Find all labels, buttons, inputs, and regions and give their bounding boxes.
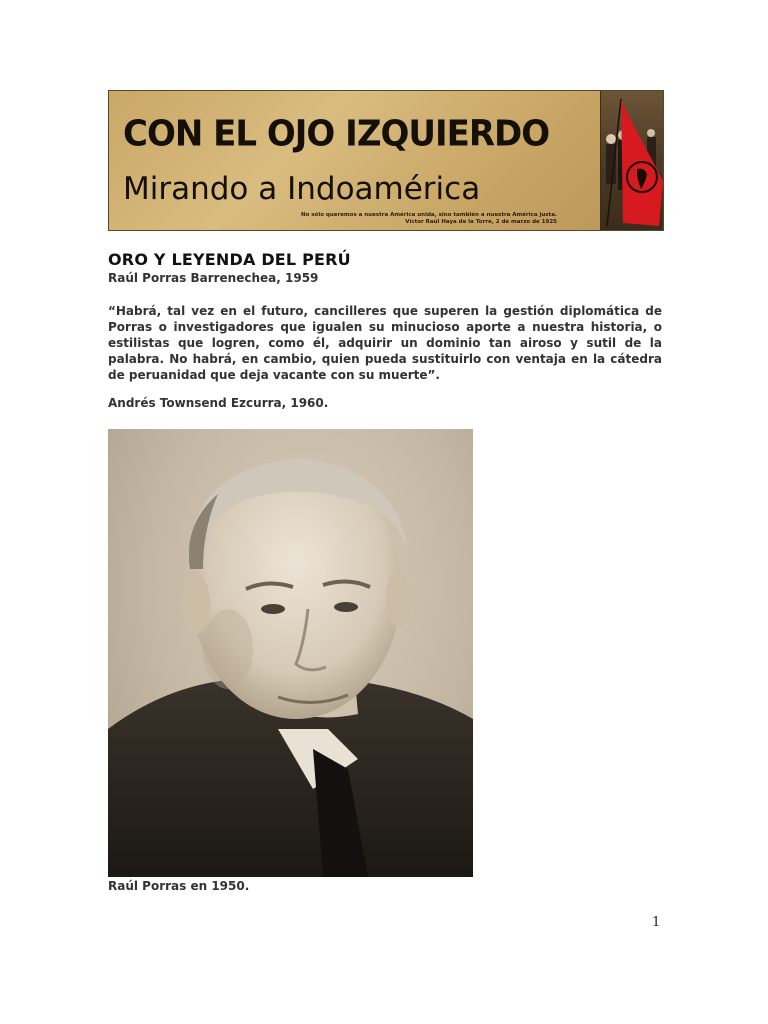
portrait-photo xyxy=(108,429,473,877)
banner-caption-line-1: No sólo queremos a nuestra América unida, sino también a nuestra América justa. xyxy=(300,212,557,218)
portrait-illustration xyxy=(108,429,473,877)
header-banner xyxy=(108,90,664,231)
document-subtitle: Raúl Porras Barrenechea, 1959 xyxy=(108,271,319,285)
banner-subtitle: Mirando a Indoamérica xyxy=(123,171,481,207)
page-number: 1 xyxy=(652,915,661,930)
red-flag-icon xyxy=(601,91,663,230)
photo-caption: Raúl Porras en 1950. xyxy=(108,879,250,893)
banner-crowd-photo xyxy=(600,91,663,230)
banner-caption xyxy=(269,212,557,226)
quote-attribution: Andrés Townsend Ezcurra, 1960. xyxy=(108,396,329,410)
banner-title: CON EL OJO IZQUIERDO xyxy=(123,113,550,155)
quote-paragraph: “Habrá, tal vez en el futuro, cancilleres que superen la gestión diplomática de Porras o investigadores que igualen su minucioso aporte a nuestra historia, o estilistas que logren, como él, adquirir un dominio tan airoso y sutil de la palabra. No habrá, en cambio, quien pueda sustituirlo con ventaja en la cátedra de peruanidad que deja vacante con su muerte”. xyxy=(108,304,662,382)
banner-caption-line-2: Víctor Raúl Haya de la Torre, 2 de marzo de 1925 xyxy=(405,219,557,225)
document-title: ORO Y LEYENDA DEL PERÚ xyxy=(108,250,351,269)
